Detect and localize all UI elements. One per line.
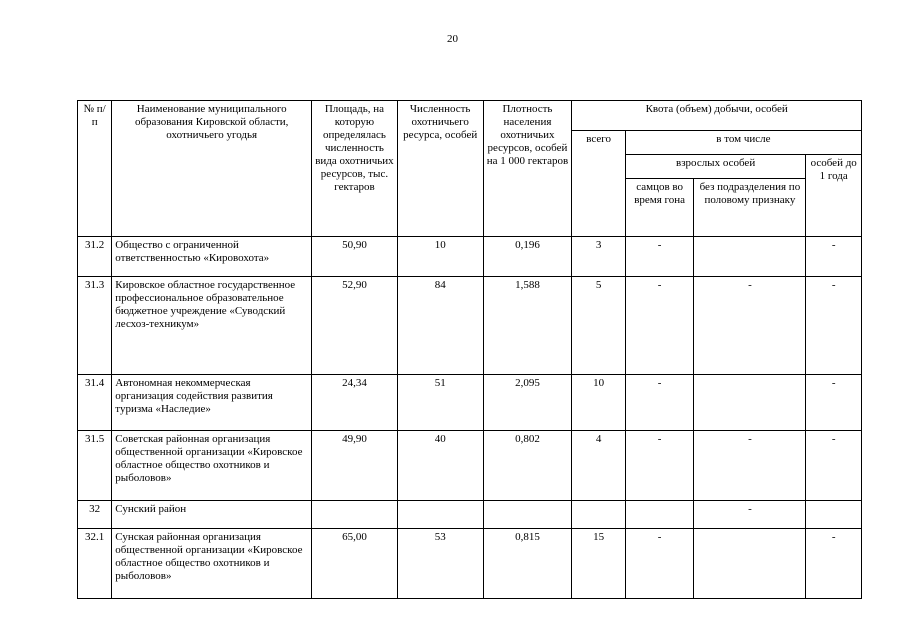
row-density <box>483 501 572 529</box>
header-adults: взрослых особей <box>625 155 806 179</box>
row-name: Сунский район <box>112 501 312 529</box>
row-males: - <box>625 237 694 277</box>
row-population <box>397 501 483 529</box>
row-males: - <box>625 277 694 375</box>
row-males <box>625 501 694 529</box>
row-young: - <box>806 529 862 599</box>
row-population: 84 <box>397 277 483 375</box>
row-name: Общество с ограниченной ответственностью «Кировохота» <box>112 237 312 277</box>
row-num: 32 <box>78 501 112 529</box>
row-density: 2,095 <box>483 375 572 431</box>
row-young: - <box>806 237 862 277</box>
row-total: 4 <box>572 431 625 501</box>
row-area: 49,90 <box>312 431 398 501</box>
row-num: 32.1 <box>78 529 112 599</box>
row-no-sex <box>694 529 806 599</box>
row-no-sex <box>694 237 806 277</box>
row-males: - <box>625 431 694 501</box>
header-population: Численность охотничьего ресурса, особей <box>397 101 483 237</box>
header-males: самцов во время гона <box>625 179 694 237</box>
table-row <box>78 237 862 277</box>
row-young <box>806 501 862 529</box>
row-area: 52,90 <box>312 277 398 375</box>
row-population: 51 <box>397 375 483 431</box>
row-name: Сунская районная организация общественной организации «Кировское областное общество охотников и рыболовов» <box>112 529 312 599</box>
header-num: № п/п <box>78 101 112 237</box>
page-number: 20 <box>447 33 458 45</box>
header-young: особей до 1 года <box>806 155 862 237</box>
row-num: 31.2 <box>78 237 112 277</box>
header-name: Наименование муниципального образования Кировской области, охотничьего угодья <box>112 101 312 237</box>
row-total <box>572 501 625 529</box>
row-area: 65,00 <box>312 529 398 599</box>
row-name: Автономная некоммерческая организация содействия развития туризма «Наследие» <box>112 375 312 431</box>
row-num: 31.3 <box>78 277 112 375</box>
header-no-sex: без подразделения по половому признаку <box>694 179 806 237</box>
table-row <box>78 277 862 375</box>
table-row <box>78 375 862 431</box>
row-num: 31.4 <box>78 375 112 431</box>
row-density: 0,815 <box>483 529 572 599</box>
quota-table <box>77 100 862 599</box>
row-density: 0,802 <box>483 431 572 501</box>
row-name: Советская районная организация общественной организации «Кировское областное общество охотников и рыболовов» <box>112 431 312 501</box>
header-quota: Квота (объем) добычи, особей <box>572 101 862 131</box>
row-num: 31.5 <box>78 431 112 501</box>
row-no-sex: - <box>694 277 806 375</box>
header-area: Площадь, на которую определялась численность вида охотничьих ресурсов, тыс. гектаров <box>312 101 398 237</box>
table-row <box>78 431 862 501</box>
row-population: 53 <box>397 529 483 599</box>
row-name: Кировское областное государственное профессиональное образовательное бюджетное учреждение «Суводский лесхоз-техникум» <box>112 277 312 375</box>
row-area: 50,90 <box>312 237 398 277</box>
header-total: всего <box>572 131 625 237</box>
row-young: - <box>806 375 862 431</box>
row-total: 10 <box>572 375 625 431</box>
table-row <box>78 529 862 599</box>
row-density: 0,196 <box>483 237 572 277</box>
row-no-sex: - <box>694 431 806 501</box>
row-population: 40 <box>397 431 483 501</box>
row-young: - <box>806 431 862 501</box>
row-young: - <box>806 277 862 375</box>
header-density: Плотность населения охотничьих ресурсов, особей на 1 000 гектаров <box>483 101 572 237</box>
row-no-sex <box>694 375 806 431</box>
row-area: 24,34 <box>312 375 398 431</box>
row-total: 3 <box>572 237 625 277</box>
row-total: 5 <box>572 277 625 375</box>
row-total: 15 <box>572 529 625 599</box>
table-row <box>78 501 862 529</box>
row-males: - <box>625 529 694 599</box>
row-males: - <box>625 375 694 431</box>
header-including: в том числе <box>625 131 861 155</box>
row-density: 1,588 <box>483 277 572 375</box>
row-no-sex: - <box>694 501 806 529</box>
row-population: 10 <box>397 237 483 277</box>
row-area <box>312 501 398 529</box>
